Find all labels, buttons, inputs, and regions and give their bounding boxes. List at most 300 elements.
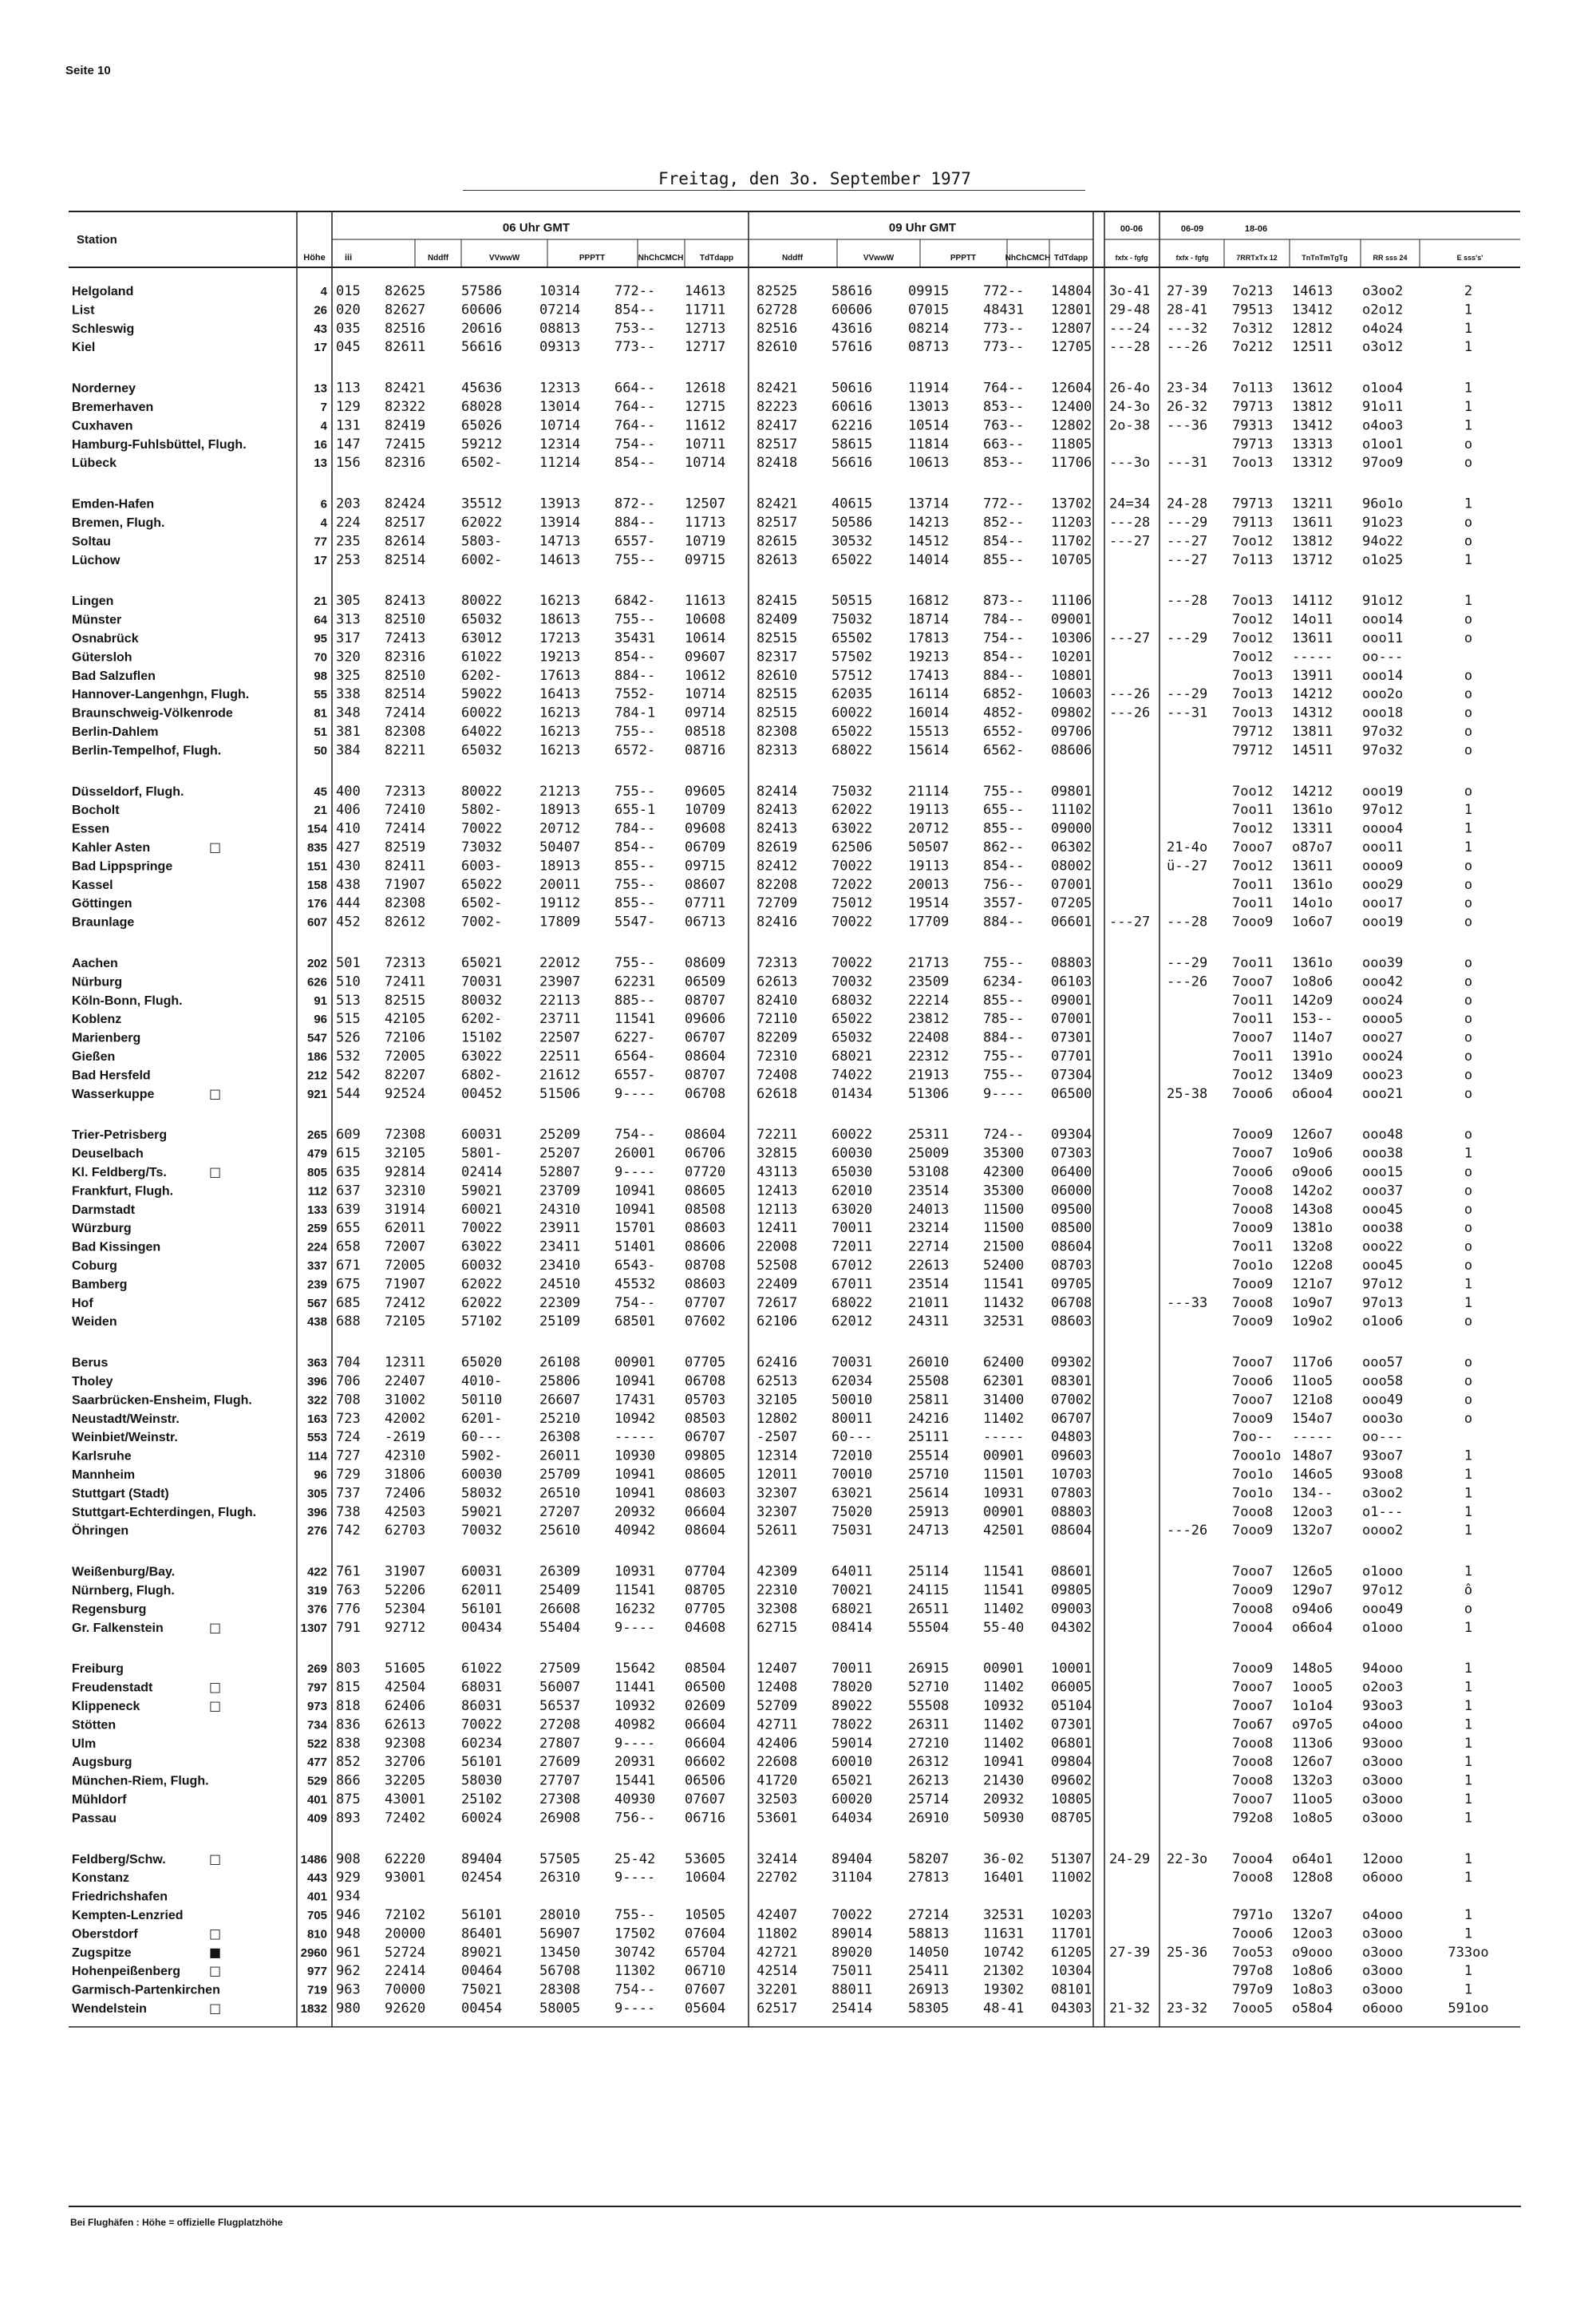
data-cell: 25-42 [614,1851,656,1867]
data-cell: 1 [1464,1467,1473,1483]
data-cell: 82308 [757,724,798,740]
data-cell: o [1464,1354,1473,1371]
data-cell: 10001 [1051,1661,1092,1677]
station-height: 151 [306,859,327,874]
data-cell: 74022 [832,1067,873,1084]
data-cell: 08604 [685,1127,726,1144]
data-cell: 675 [336,1276,361,1293]
data-cell: 663-- [983,436,1025,452]
data-cell: 82516 [385,320,426,337]
data-cell: ---29 [1167,630,1208,646]
data-cell: 72414 [385,705,426,721]
data-cell: 08601 [1051,1563,1092,1580]
data-cell: 132o3 [1292,1772,1333,1789]
data-cell: 7ooo9 [1232,1410,1274,1427]
data-cell: o [1464,455,1473,472]
data-cell: 7ooo9 [1232,1127,1274,1144]
station-height: 158 [306,878,327,892]
data-cell: 10613 [908,455,950,472]
data-cell: o [1464,1085,1473,1102]
data-cell: 12408 [757,1679,798,1696]
data-cell: 444 [336,895,361,912]
data-cell: 885-- [614,992,656,1009]
data-cell: 32308 [757,1601,798,1618]
data-cell: 753-- [614,320,656,337]
table-row [72,955,1472,971]
table-row [72,705,1472,721]
data-cell: 17709 [908,914,950,930]
data-cell: 7ooo9 [1232,1523,1274,1539]
data-cell: 143o8 [1292,1201,1333,1218]
data-cell: 20013 [908,876,950,893]
data-cell: ---28 [1167,914,1208,930]
data-cell: 13714 [908,496,950,512]
station-name: Braunlage [72,915,135,930]
data-cell: 60031 [461,1127,503,1144]
data-cell: 1 [1464,1870,1473,1886]
data-cell: 25710 [908,1467,950,1483]
data-cell: 07704 [685,1563,726,1580]
data-cell: 07604 [685,1926,726,1942]
data-cell: 19112 [539,895,581,912]
station-height: 2960 [300,1945,327,1960]
station-name: Freudenstadt [72,1681,153,1695]
data-cell: 93oo3 [1362,1698,1404,1714]
data-cell: 70031 [461,974,503,990]
data-cell: 25207 [539,1145,581,1162]
data-cell: 82316 [385,649,426,666]
data-cell: 852-- [983,515,1025,531]
data-cell: 742 [336,1523,361,1539]
station-height: 810 [306,1927,327,1942]
station-height: 81 [314,706,327,721]
data-cell: 25210 [539,1410,581,1427]
data-cell: 6543- [614,1258,656,1274]
data-cell: 22310 [757,1582,798,1598]
table-row [72,1963,1472,1979]
station-name: Bad Kissingen [72,1240,161,1254]
data-cell: 14213 [908,515,950,531]
data-cell: 1 [1464,1716,1473,1733]
data-cell: 00901 [614,1354,656,1371]
data-cell: 55-40 [983,1619,1025,1636]
data-cell: 12802 [1051,417,1092,434]
station-name: München-Riem, Flugh. [72,1774,209,1788]
data-cell: 89014 [832,1926,873,1942]
data-cell: ---24 [1109,320,1151,337]
station-height: 269 [306,1662,327,1677]
data-cell: 784-- [983,611,1025,628]
station-name: Kiel [72,341,96,355]
data-cell: 80022 [461,593,503,610]
data-cell: 16213 [539,593,581,610]
data-cell: 08803 [1051,955,1092,971]
data-cell: ---26 [1167,1523,1208,1539]
data-cell: 00901 [983,1661,1025,1677]
data-cell: 755-- [614,955,656,971]
data-cell: 015 [336,283,361,299]
data-cell: 58030 [461,1772,503,1789]
data-cell: 08713 [908,339,950,356]
data-cell: 26511 [908,1601,950,1618]
station-height: 6 [320,497,327,512]
data-cell: 62703 [385,1523,426,1539]
station-name: Oberstdorf [72,1927,138,1942]
data-cell: 1 [1464,1981,1473,1998]
data-cell: 25806 [539,1373,581,1389]
data-cell: 61022 [461,1661,503,1677]
data-cell: 72105 [385,1313,426,1330]
station-name: Essen [72,822,110,836]
data-cell: ooo38 [1362,1145,1404,1162]
data-cell: 72005 [385,1049,426,1065]
data-cell: 855-- [983,992,1025,1009]
data-cell: 35300 [983,1145,1025,1162]
data-cell: 854-- [983,533,1025,550]
data-cell: 22608 [757,1754,798,1771]
data-cell: 22408 [908,1029,950,1046]
data-cell: 06103 [1051,974,1092,990]
station-name: Coburg [72,1259,117,1273]
data-cell: ooo45 [1362,1258,1404,1274]
data-cell: 09304 [1051,1127,1092,1144]
station-height: 43 [314,322,327,336]
station-height: 98 [314,669,327,683]
table-row [72,1661,1472,1677]
data-cell: o [1464,1313,1473,1330]
data-cell: 31806 [385,1467,426,1483]
data-cell: 60616 [832,399,873,415]
data-cell: 06707 [1051,1410,1092,1427]
data-cell: 08414 [832,1619,873,1636]
data-cell: 773-- [983,320,1025,337]
data-cell: 754-- [614,1981,656,1998]
station-mark: □ [209,839,222,855]
header-sub: fxfx - fgfg [1175,254,1209,262]
station-name: Klippeneck [72,1700,140,1713]
data-cell: 7oo12 [1232,611,1274,628]
data-cell: 348 [336,705,361,721]
data-cell: 24115 [908,1582,950,1598]
data-cell: 26-4o [1109,380,1151,397]
data-cell: 733oo [1448,1944,1489,1961]
data-cell: 14613 [1292,283,1333,299]
table-row [72,839,1472,855]
footer-rule [69,2206,1521,2207]
data-cell: 08604 [685,1049,726,1065]
data-cell: 1 [1464,380,1473,397]
data-cell: 28010 [539,1907,581,1923]
data-cell: 12ooo [1362,1851,1404,1867]
data-cell: 32503 [757,1791,798,1807]
data-cell: 82208 [757,876,798,893]
header-sub: PPPTT [579,254,606,263]
table-row [72,1485,1472,1501]
data-cell: 12011 [757,1467,798,1483]
station-height: 13 [314,381,327,396]
data-cell: 07602 [685,1313,726,1330]
data-cell: 56616 [832,455,873,472]
station-height: 17 [314,553,327,567]
data-cell: 56101 [461,1754,503,1771]
data-cell: 7oo53 [1232,1944,1274,1961]
data-cell: 57616 [832,339,873,356]
data-cell: 11441 [614,1679,656,1696]
data-cell: 62220 [385,1851,426,1867]
data-cell: 82418 [757,455,798,472]
data-cell: 7ooo1o [1232,1448,1282,1464]
data-cell: 07705 [685,1354,726,1371]
table-row [72,1945,1489,1961]
data-cell: 10801 [1051,667,1092,684]
data-cell: 08705 [1051,1810,1092,1827]
data-cell: 400 [336,783,361,800]
table-row [72,1448,1472,1464]
data-cell: 12413 [757,1183,798,1199]
data-cell: 52724 [385,1944,426,1961]
station-name: Freiburg [72,1662,124,1677]
data-cell: 7oo12 [1232,533,1274,550]
data-cell: 1o9o2 [1292,1313,1333,1330]
data-cell: 08002 [1051,858,1092,875]
data-cell: 89404 [461,1851,503,1867]
data-cell: 42002 [385,1410,426,1427]
data-cell: 12705 [1051,339,1092,356]
data-cell: 06005 [1051,1679,1092,1696]
data-cell: o [1464,1601,1473,1618]
station-name: Regensburg [72,1602,147,1617]
data-cell: 26108 [539,1354,581,1371]
data-cell: 06302 [1051,839,1092,855]
data-cell: 78020 [832,1679,873,1696]
data-cell: 26308 [539,1429,581,1446]
table-row [72,1523,1472,1539]
data-cell: 10314 [539,283,581,299]
data-cell: 82510 [385,667,426,684]
data-cell: 67011 [832,1276,873,1293]
data-cell: 72211 [757,1127,798,1144]
data-cell: 97o12 [1362,802,1404,819]
data-cell: 21612 [539,1067,581,1084]
station-name: Ulm [72,1736,97,1751]
station-name: Stuttgart (Stadt) [72,1487,169,1501]
data-cell: 97o32 [1362,724,1404,740]
data-cell: 23509 [908,974,950,990]
data-cell: 785-- [983,1011,1025,1028]
data-cell: 93oo7 [1362,1448,1404,1464]
data-cell: 10805 [1051,1791,1092,1807]
data-cell: 50930 [983,1810,1025,1827]
data-cell: 142o9 [1292,992,1333,1009]
data-cell: o1ooo [1362,1563,1404,1580]
station-height: 567 [306,1296,327,1310]
table-row [72,1601,1472,1617]
data-cell: 1 [1464,1145,1473,1162]
station-height: 95 [314,632,327,646]
data-cell: 70022 [461,820,503,837]
data-cell: 22309 [539,1294,581,1311]
station-name: Garmisch-Partenkirchen [72,1983,220,1997]
station-height: 1832 [300,2002,327,2016]
data-cell: o6ooo [1362,2001,1404,2017]
data-cell: 52508 [757,1258,798,1274]
data-cell: 1o8o6 [1292,974,1333,990]
data-cell: ---31 [1167,455,1208,472]
data-cell: o [1464,1373,1473,1389]
table-row [72,1773,1472,1789]
data-cell: 737 [336,1485,361,1502]
data-cell: 42407 [757,1907,798,1923]
data-cell: 7ooo8 [1232,1735,1274,1752]
header-00-06: 00-06 [1120,224,1144,234]
data-cell: 63012 [461,630,503,646]
data-cell: 11802 [757,1926,798,1942]
data-cell: 10505 [685,1907,726,1923]
station-height: 26 [314,303,327,318]
data-cell: 09706 [1051,724,1092,740]
data-cell: 52304 [385,1601,426,1618]
data-cell: 515 [336,1011,361,1028]
data-cell: 68021 [832,1601,873,1618]
data-cell: 71907 [385,876,426,893]
data-cell: 42310 [385,1448,426,1464]
station-name: Wasserkuppe [72,1087,155,1101]
station-group [72,784,1472,930]
data-cell: 313 [336,611,361,628]
data-cell: 07707 [685,1294,726,1311]
data-cell: 78022 [832,1716,873,1733]
data-cell: 50515 [832,593,873,610]
data-cell: o1o25 [1362,551,1404,568]
data-cell: ---27 [1167,551,1208,568]
data-cell: o [1464,1049,1473,1065]
data-cell: 26608 [539,1601,581,1618]
data-cell: 08708 [685,1258,726,1274]
data-cell: 655-- [983,802,1025,819]
data-cell: o [1464,705,1473,721]
data-cell: 06500 [685,1679,726,1696]
data-cell: 50010 [832,1392,873,1408]
data-cell: 1 [1464,1619,1473,1636]
data-cell: 11805 [1051,436,1092,452]
data-cell: -2619 [385,1429,426,1446]
data-cell: 60030 [461,1467,503,1483]
table-row [72,283,1472,299]
data-cell: 1o9o6 [1292,1145,1333,1162]
data-cell: 1 [1464,1448,1473,1464]
data-cell: 7ooo8 [1232,1503,1274,1520]
data-cell: 08504 [685,1661,726,1677]
data-cell: 12507 [685,496,726,512]
data-cell: 756-- [614,1810,656,1827]
data-cell: 6502- [461,895,503,912]
data-cell: 25514 [908,1448,950,1464]
data-cell: 32307 [757,1485,798,1502]
data-cell: 08607 [685,876,726,893]
data-cell: 89022 [832,1698,873,1714]
data-cell: 07803 [1051,1485,1092,1502]
data-cell: 12314 [539,436,581,452]
data-cell: 82421 [757,496,798,512]
data-cell: 82416 [757,914,798,930]
data-cell: 14512 [908,533,950,550]
data-cell: 17613 [539,667,581,684]
data-cell: 126o7 [1292,1754,1333,1771]
data-cell: 6202- [461,667,503,684]
data-cell: 1o6o7 [1292,914,1333,930]
data-cell: 72709 [757,895,798,912]
data-cell: 82614 [385,533,426,550]
data-cell: 50616 [832,380,873,397]
data-cell: 62613 [385,1716,426,1733]
data-cell: 11914 [908,380,950,397]
data-cell: 07304 [1051,1067,1092,1084]
station-name: Bocholt [72,804,120,818]
data-cell: 1o9o7 [1292,1294,1333,1311]
data-cell: 836 [336,1716,361,1733]
data-cell: 980 [336,2001,361,2017]
data-cell: 08813 [539,320,581,337]
data-cell: 121o8 [1292,1392,1333,1408]
data-cell: 19213 [539,649,581,666]
data-cell: 79712 [1232,724,1274,740]
table-row [72,649,1403,665]
data-cell: 19113 [908,858,950,875]
data-cell: 27609 [539,1754,581,1771]
data-cell: 79513 [1232,302,1274,318]
data-cell: ooo19 [1362,783,1404,800]
data-cell: o [1464,1258,1473,1274]
data-cell: 1 [1464,417,1473,434]
data-cell: 320 [336,649,361,666]
station-name: Bamberg [72,1278,128,1292]
data-cell: 62022 [832,802,873,819]
footnote: Bei Flughäfen : Höhe = offizielle Flugplatzhöhe [70,2217,283,2228]
data-cell: 53108 [908,1164,950,1180]
data-cell: 122o8 [1292,1258,1333,1274]
data-cell: 32201 [757,1981,798,1998]
data-cell: 06708 [685,1085,726,1102]
data-cell: 11814 [908,436,950,452]
data-cell: 7oo12 [1232,783,1274,800]
data-cell: 384 [336,742,361,759]
data-cell: 15701 [614,1220,656,1237]
data-cell: 62011 [461,1582,503,1598]
data-cell: 7ooo8 [1232,1601,1274,1618]
data-cell: 42711 [757,1716,798,1733]
station-mark: □ [209,1926,222,1942]
data-cell: 11713 [685,515,726,531]
data-cell: 11402 [983,1716,1025,1733]
data-cell: 62400 [983,1354,1025,1371]
data-cell: 09915 [908,283,950,299]
data-cell: 04302 [1051,1619,1092,1636]
data-cell: 68022 [832,1294,873,1311]
header-sub: NhChCMCH [638,254,684,263]
table-row [72,2001,1489,2017]
data-cell: ooo2o [1362,686,1404,703]
data-cell: 75032 [832,611,873,628]
data-cell: 134o9 [1292,1067,1333,1084]
data-cell: 854-- [983,649,1025,666]
data-cell: 56101 [461,1907,503,1923]
data-cell: 11541 [983,1582,1025,1598]
data-cell: 82514 [385,551,426,568]
data-cell: 52611 [757,1523,798,1539]
data-cell: ooo3o [1362,1410,1404,1427]
data-cell: 24-28 [1167,496,1208,512]
station-name: Hohenpeißenberg [72,1965,181,1979]
